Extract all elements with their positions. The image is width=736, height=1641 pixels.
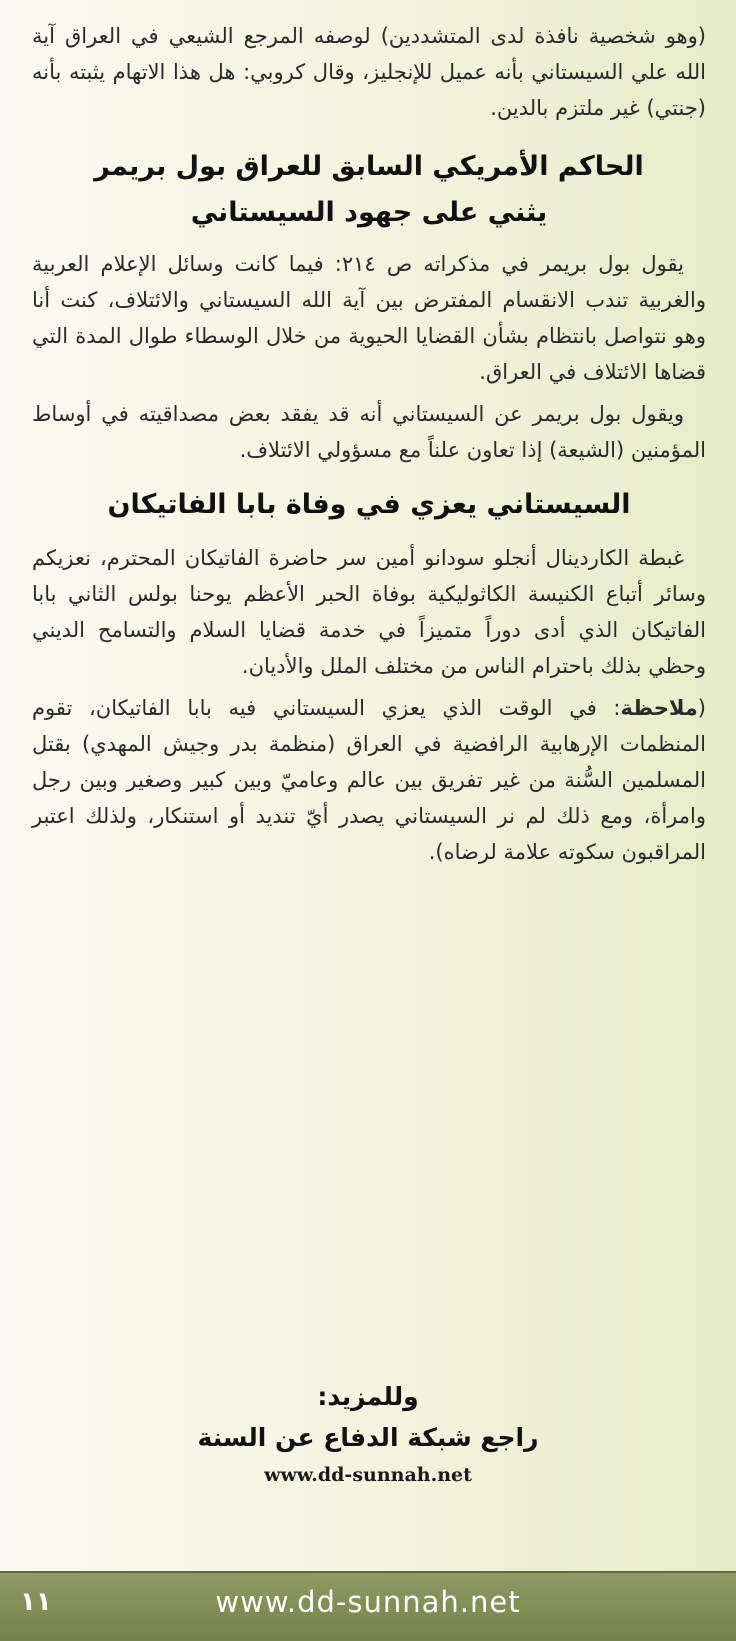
closing-reference: راجع شبكة الدفاع عن السنة	[197, 1423, 539, 1452]
section-vatican	[32, 482, 706, 870]
main-content	[32, 18, 706, 870]
note-label: ملاحظة	[620, 696, 698, 720]
section-bremer-heading-line1: الحاكم الأمريكي السابق للعراق بول بريمر	[94, 151, 644, 182]
note-text: : في الوقت الذي يعزي السيستاني فيه بابا الفاتيكان، تقوم المنظمات الإرهابية الرافضية في العراق (منظمة بدر وجيش المهدي) بقتل المسلمين السُّنة من غير تفريق بين عالم وعاميّ وبين كبير وصغير وبين رجل وامرأة، ومع ذلك لم نر السيستاني يصدر أيّ تنديد أو استنكار، ولذلك اعتبر المراقبون سكوته علامة لرضاه).	[32, 696, 706, 864]
section-bremer-paragraph2: ويقول بول بريمر عن السيستاني أنه قد يفقد بعض مصداقيته في أوساط المؤمنين (الشيعة) إذا تعاون علناً مع مسؤولي الائتلاف.	[32, 402, 706, 462]
section-bremer	[32, 144, 706, 468]
closing-block	[0, 1378, 736, 1492]
intro-paragraph: (وهو شخصية نافذة لدى المتشددين) لوصفه المرجع الشيعي في العراق آية الله علي السيستاني بأنه عميل للإنجليز، وقال كروبي: هل هذا الاتهام يثبته بأنه (جنتي) غير ملتزم بالدين.	[32, 24, 706, 120]
page-number: ١١	[20, 1587, 52, 1617]
section-vatican-paragraph1: غبطة الكاردينال أنجلو سودانو أمين سر حاضرة الفاتيكان المحترم، نعزيكم وسائر أتباع الكنيسة الكاثوليكية بوفاة الحبر الأعظم يوحنا بولس الثاني بابا الفاتيكان الذي أدى دوراً متميزاً في خدمة قضايا السلام والتسامح الديني وحظي بذلك باحترام الناس من مختلف الملل والأديان.	[32, 546, 706, 678]
section-vatican-heading: السيستاني يعزي في وفاة بابا الفاتيكان	[107, 489, 631, 520]
footer-url-link[interactable]: www.dd-sunnah.net	[215, 1585, 521, 1619]
footer-bar	[0, 1571, 736, 1641]
closing-url-link[interactable]: www.dd-sunnah.net	[264, 1464, 472, 1486]
closing-more-label: وللمزيد:	[317, 1382, 419, 1411]
section-bremer-paragraph1: يقول بول بريمر في مذكراته ص ٢١٤: فيما كانت وسائل الإعلام العربية والغربية تندب الانقسام المفترض بين آية الله السيستاني والائتلاف، كنت أنا وهو نتواصل بانتظام بشأن القضايا الحيوية من خلال الوسطاء طوال المدة التي قضاها الائتلاف في العراق.	[32, 252, 706, 384]
note-open-paren: (	[697, 696, 706, 720]
section-vatican-note	[32, 690, 706, 870]
section-bremer-heading-line2: يثني على جهود السيستاني	[190, 197, 548, 228]
